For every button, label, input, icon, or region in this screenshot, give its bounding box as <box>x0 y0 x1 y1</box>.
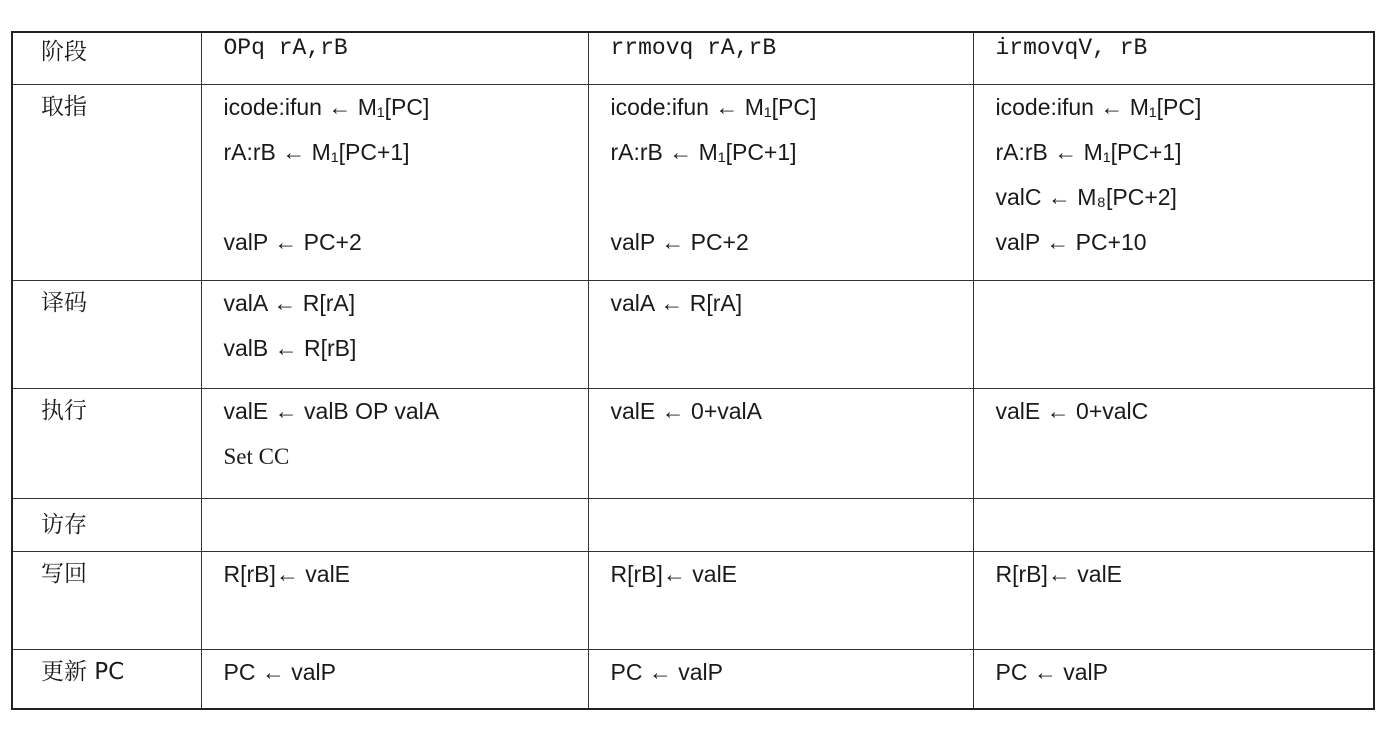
cell-updatepc-rrmovq <box>588 649 973 709</box>
cell-decode-opq <box>201 280 588 388</box>
cell-updatepc-opq <box>201 649 588 709</box>
cell-line: valE ← 0+valC <box>995 397 1149 424</box>
header-rrmovq <box>588 32 973 84</box>
y86-stage-table <box>11 31 1375 710</box>
header-rrmovq-label: rrmovq rA,rB <box>610 35 777 61</box>
header-stage: 阶段 <box>12 32 201 84</box>
cell-line: rA:rB ← M₁[PC+1] <box>223 138 410 165</box>
cell-execute-opq <box>201 388 588 498</box>
cell-writeback-opq <box>201 551 588 649</box>
cell-memory-opq <box>201 498 588 551</box>
cell-line: valB ← R[rB] <box>223 334 357 361</box>
cell-fetch-rrmovq <box>588 84 973 280</box>
cell-line: icode:ifun ← M₁[PC] <box>995 93 1202 120</box>
cell-writeback-irmovq <box>973 551 1374 649</box>
cell-line: rA:rB ← M₁[PC+1] <box>995 138 1182 165</box>
cell-fetch-opq <box>201 84 588 280</box>
cell-line: R[rB]← valE <box>610 560 738 587</box>
header-irmovq <box>973 32 1374 84</box>
cell-fetch-irmovq <box>973 84 1374 280</box>
stage-decode <box>12 280 201 388</box>
row-writeback <box>12 551 1374 649</box>
cell-line: PC ← valP <box>610 658 723 685</box>
cell-line: R[rB]← valE <box>223 560 351 587</box>
header-row <box>12 32 1374 84</box>
stage-execute <box>12 388 201 498</box>
cell-line: valC ← M₈[PC+2] <box>995 183 1177 210</box>
cell-line: valA ← R[rA] <box>610 289 743 316</box>
cell-line: R[rB]← valE <box>995 560 1123 587</box>
stage-memory <box>12 498 201 551</box>
row-memory <box>12 498 1374 551</box>
stage-label: 执行 <box>41 397 87 424</box>
cell-memory-irmovq <box>973 498 1374 551</box>
cell-decode-rrmovq <box>588 280 973 388</box>
cell-writeback-rrmovq <box>588 551 973 649</box>
cell-memory-rrmovq <box>588 498 973 551</box>
cell-execute-irmovq <box>973 388 1374 498</box>
cell-line: icode:ifun ← M₁[PC] <box>610 93 817 120</box>
cell-line: PC ← valP <box>995 658 1108 685</box>
cell-updatepc-irmovq <box>973 649 1374 709</box>
stage-label: 写回 <box>41 560 87 587</box>
row-update-pc <box>12 649 1374 709</box>
cell-execute-rrmovq <box>588 388 973 498</box>
table-wrapper <box>11 31 1375 710</box>
cell-line <box>224 175 588 220</box>
row-decode <box>12 280 1374 388</box>
row-execute <box>12 388 1374 498</box>
cell-line: Set CC <box>223 443 290 469</box>
cell-line: valE ← 0+valA <box>610 397 762 424</box>
header-irmovq-label: irmovqV, rB <box>995 35 1148 61</box>
stage-label: 访存 <box>41 511 87 538</box>
cell-line: valA ← R[rA] <box>223 289 356 316</box>
stage-label: 译码 <box>41 289 87 316</box>
stage-update-pc <box>12 649 201 709</box>
cell-line: valP ← PC+10 <box>995 228 1147 255</box>
header-opq <box>201 32 588 84</box>
cell-line: valP ← PC+2 <box>610 228 749 255</box>
cell-line: icode:ifun ← M₁[PC] <box>223 93 430 120</box>
cell-decode-irmovq <box>973 280 1374 388</box>
cell-line: valP ← PC+2 <box>223 228 362 255</box>
cell-line <box>611 175 973 220</box>
cell-line: PC ← valP <box>223 658 336 685</box>
stage-label: 取指 <box>41 93 87 120</box>
stage-fetch <box>12 84 201 280</box>
row-fetch <box>12 84 1374 280</box>
stage-label: 更新 PC <box>41 658 125 685</box>
stage-writeback <box>12 551 201 649</box>
cell-line: valE ← valB OP valA <box>223 397 440 424</box>
cell-line: rA:rB ← M₁[PC+1] <box>610 138 797 165</box>
header-opq-label: OPq rA,rB <box>223 35 348 61</box>
